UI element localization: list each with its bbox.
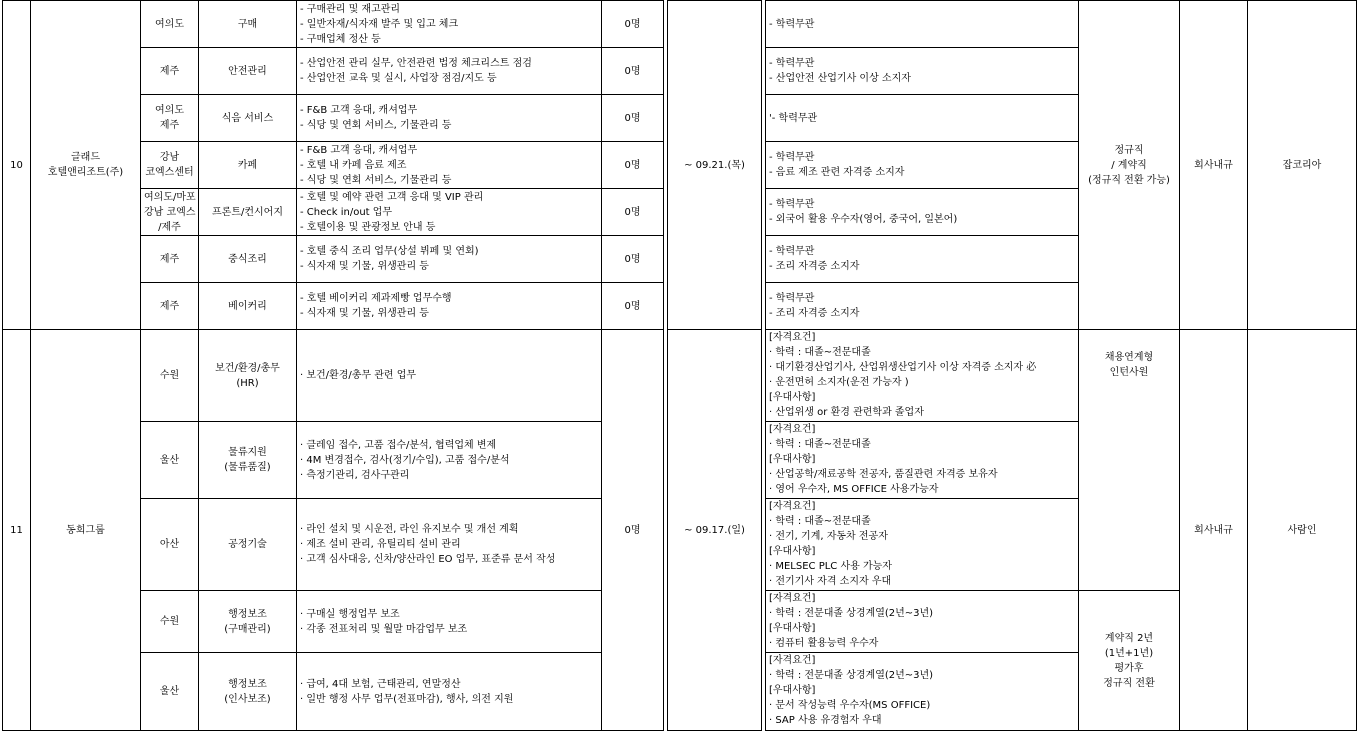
requirements-line: · 학력 : 전문대졸 상경계열(2년~3년) xyxy=(769,608,934,619)
employment-type xyxy=(1079,591,1180,731)
work-location xyxy=(141,1,199,48)
job-title xyxy=(199,95,297,142)
job-duties-line: - 구매관리 및 재고관리 xyxy=(300,3,401,15)
job-duties-line: - 호텔 및 예약 관련 고객 응대 및 VIP 관리 xyxy=(300,191,484,203)
job-title xyxy=(199,142,297,189)
job-title xyxy=(199,591,297,653)
employment-type-line: (1년+1년) xyxy=(1104,647,1154,659)
company-name-line: 글래드 xyxy=(71,152,100,163)
job-duties-line: · 고객 심사대응, 신차/양산라인 EO 업무, 표준류 문서 작성 xyxy=(300,554,556,565)
work-location-line: 아산 xyxy=(159,539,180,550)
work-location-line: 코엑스센터 xyxy=(145,167,194,178)
requirements-line: · 산업위생 or 환경 관련학과 졸업자 xyxy=(769,407,924,418)
job-duties xyxy=(297,591,602,653)
work-location xyxy=(141,591,199,653)
requirements-line: · 산업공학/재료공학 전공자, 품질관련 자격증 보유자 xyxy=(769,469,998,480)
requirements-line: '- 학력무관 xyxy=(769,112,818,124)
requirements xyxy=(766,236,1079,283)
employment-type xyxy=(1079,330,1180,591)
requirements-line: [자격요건] xyxy=(769,332,816,343)
job-title xyxy=(199,330,297,422)
job-duties-line: - Check in/out 업무 xyxy=(300,206,393,218)
work-location-line: 제주 xyxy=(159,300,180,312)
job-duties-line: · 4M 변경접수, 검사(정기/수입), 고품 접수/분석 xyxy=(300,454,510,466)
job-title xyxy=(199,236,297,283)
job-title-line: 안전관리 xyxy=(228,65,267,77)
requirements-line: · 대기환경산업기사, 산업위생산업기사 이상 자격증 소지자 必 xyxy=(769,362,1037,373)
deadline: ~ 09.21.(목) xyxy=(668,1,762,330)
requirements xyxy=(766,422,1079,499)
job-title-line: 보건/환경/총무 xyxy=(215,362,280,374)
work-location xyxy=(141,283,199,330)
job-title-line: (물류품질) xyxy=(224,462,271,473)
work-location xyxy=(141,189,199,236)
job-duties-line: - 일반자재/식자재 발주 및 입고 체크 xyxy=(300,18,459,30)
employment-type-line: (정규직 전환 가능) xyxy=(1088,174,1170,186)
job-title xyxy=(199,1,297,48)
work-location-line: 울산 xyxy=(159,686,180,697)
job-title-line: 프론트/컨시어지 xyxy=(212,206,283,218)
work-location-line: 여의도/마포 xyxy=(144,191,196,203)
requirements-line: - 음료 제조 관련 자격증 소지자 xyxy=(769,167,905,178)
work-location xyxy=(141,422,199,499)
headcount: 0명 xyxy=(602,189,664,236)
requirements xyxy=(766,499,1079,591)
company-name-line: 호텔앤리조트(주) xyxy=(47,167,124,178)
requirements-line: - 외국어 활용 우수자(영어, 중국어, 일본어) xyxy=(769,214,958,225)
salary: 회사내규 xyxy=(1180,1,1248,330)
requirements xyxy=(766,330,1079,422)
requirements xyxy=(766,591,1079,653)
requirements-line: · 운전면허 소지자(운전 가능자 ) xyxy=(769,377,909,388)
job-duties-line: - 호텔 내 카페 음료 제조 xyxy=(300,159,407,171)
headcount: 0명 xyxy=(602,1,664,48)
job-duties-line: - 식당 및 연회 서비스, 기물관리 등 xyxy=(300,174,452,186)
job-duties xyxy=(297,1,602,48)
requirements-line: · 컴퓨터 활용능력 우수자 xyxy=(769,638,879,649)
requirements-line: · 학력 : 전문대졸 상경계열(2년~3년) xyxy=(769,670,934,681)
work-location-line: 울산 xyxy=(159,454,180,466)
job-duties xyxy=(297,236,602,283)
company-number: 11 xyxy=(3,330,31,731)
job-title-line: 공정기술 xyxy=(228,539,267,550)
job-duties xyxy=(297,95,602,142)
job-duties-line: - 호텔 베이커리 제과제빵 업무수행 xyxy=(300,293,452,304)
work-location xyxy=(141,330,199,422)
job-duties-line: - 산업안전 교육 및 실시, 사업장 점검/지도 등 xyxy=(300,73,497,84)
employment-type xyxy=(1079,1,1180,330)
job-title-line: 행정보조 xyxy=(228,608,267,620)
job-title-line: 식음 서비스 xyxy=(221,112,274,124)
job-duties-line: · 라인 설치 및 시운전, 라인 유지보수 및 개선 계획 xyxy=(300,524,519,535)
requirements-line: - 학력무관 xyxy=(769,293,815,304)
job-title-line: (HR) xyxy=(236,377,259,389)
job-title-line: (인사보조) xyxy=(224,693,271,705)
requirements-line: - 조리 자격증 소지자 xyxy=(769,261,860,272)
company-name-line: 동희그룹 xyxy=(66,524,105,536)
job-title xyxy=(199,653,297,731)
requirements xyxy=(766,283,1079,330)
requirements-line: · 학력 : 대졸~전문대졸 xyxy=(769,516,871,527)
requirements-line: · 학력 : 대졸~전문대졸 xyxy=(769,439,871,450)
job-posting-table xyxy=(2,0,1357,731)
requirements-line: · 문서 작성능력 우수자(MS OFFICE) xyxy=(769,700,931,711)
job-duties xyxy=(297,189,602,236)
job-duties-line: · 구매실 행정업무 보조 xyxy=(300,608,400,620)
work-location-line: 제주 xyxy=(159,65,180,77)
requirements-line: · SAP 사용 유경험자 우대 xyxy=(769,715,882,726)
job-duties-line: - 호텔이용 및 관광정보 안내 등 xyxy=(300,221,436,233)
job-duties-line: - 식당 및 연회 서비스, 기물관리 등 xyxy=(300,120,452,131)
employment-type-line: / 계약직 xyxy=(1111,159,1147,171)
requirements-line: [우대사항] xyxy=(769,546,816,557)
requirements-line: [자격요건] xyxy=(769,424,816,435)
requirements xyxy=(766,1,1079,48)
job-duties-line: · 각종 전표처리 및 월말 마감업무 보조 xyxy=(300,623,468,635)
job-title-line: 물류지원 xyxy=(228,447,267,458)
job-duties-line: - 구매업체 정산 등 xyxy=(300,33,381,45)
work-location xyxy=(141,48,199,95)
job-duties-line: · 측정기관리, 검사구관리 xyxy=(300,469,410,481)
requirements-line: - 학력무관 xyxy=(769,18,815,30)
requirements-line: [우대사항] xyxy=(769,685,816,696)
requirements-line: [자격요건] xyxy=(769,501,816,512)
salary: 회사내규 xyxy=(1180,330,1248,731)
headcount: 0명 xyxy=(602,330,664,731)
headcount: 0명 xyxy=(602,95,664,142)
job-duties-line: · 일반 행정 사무 업무(전표마감), 행사, 의전 지원 xyxy=(300,693,514,705)
job-duties-line: · 급여, 4대 보험, 근태관리, 연말정산 xyxy=(300,678,461,690)
job-title xyxy=(199,48,297,95)
requirements-line: - 산업안전 산업기사 이상 소지자 xyxy=(769,73,911,84)
requirements-line: · 전기기사 자격 소지자 우대 xyxy=(769,576,892,587)
job-title-line: 카페 xyxy=(237,159,258,171)
table-row xyxy=(3,330,1357,422)
work-location-line: 여의도 xyxy=(155,105,184,116)
employment-type-line: 채용연계형 xyxy=(1104,352,1154,363)
requirements-line: - 학력무관 xyxy=(769,58,815,69)
requirements-line: - 학력무관 xyxy=(769,246,815,257)
work-location-line: 강남 xyxy=(159,152,180,163)
job-duties-line: - 식자재 및 기물, 위생관리 등 xyxy=(300,308,429,319)
employment-type-line: 인턴사원 xyxy=(1109,367,1149,378)
job-duties-line: · 클레임 접수, 고품 접수/분석, 협력업체 변제 xyxy=(300,439,497,451)
requirements-line: - 학력무관 xyxy=(769,152,815,163)
requirements xyxy=(766,653,1079,731)
work-location xyxy=(141,653,199,731)
table-body xyxy=(3,1,1357,731)
job-duties xyxy=(297,48,602,95)
job-title-line: 구매 xyxy=(237,18,258,30)
recruit-channel: 사람인 xyxy=(1248,330,1357,731)
requirements-line: · 학력 : 대졸~전문대졸 xyxy=(769,347,871,358)
job-duties-line: - 호텔 중식 조리 업무(상설 뷔페 및 연회) xyxy=(300,246,479,257)
requirements-line: - 학력무관 xyxy=(769,199,815,210)
job-duties xyxy=(297,142,602,189)
work-location-line: 수원 xyxy=(159,616,180,627)
deadline: ~ 09.17.(일) xyxy=(668,330,762,731)
employment-type-line: 평가후 xyxy=(1114,662,1144,674)
job-title-line: 중식조리 xyxy=(228,253,267,265)
requirements-line: · 전기, 기계, 자동차 전공자 xyxy=(769,531,888,542)
job-duties-line: - F&B 고객 응대, 캐셔업무 xyxy=(300,144,418,156)
job-duties xyxy=(297,330,602,422)
job-duties-line: · 보건/환경/총무 관련 업무 xyxy=(300,370,417,381)
job-duties-line: - 식자재 및 기물, 위생관리 등 xyxy=(300,261,429,272)
headcount: 0명 xyxy=(602,142,664,189)
job-duties-line: · 제조 설비 관리, 유틸리티 설비 관리 xyxy=(300,539,461,550)
headcount: 0명 xyxy=(602,283,664,330)
company-number: 10 xyxy=(3,1,31,330)
requirements-line: · 영어 우수자, MS OFFICE 사용가능자 xyxy=(769,484,939,495)
requirements-line: · MELSEC PLC 사용 가능자 xyxy=(769,561,892,572)
recruit-channel: 잡코리아 xyxy=(1248,1,1357,330)
job-duties xyxy=(297,422,602,499)
table-row xyxy=(3,1,1357,48)
employment-type-line: 정규직 전환 xyxy=(1103,677,1155,689)
requirements-line: [우대사항] xyxy=(769,392,816,403)
work-location-line: 제주 xyxy=(159,120,180,131)
job-title-line: 행정보조 xyxy=(228,678,267,690)
job-title xyxy=(199,189,297,236)
requirements-line: [자격요건] xyxy=(769,593,816,604)
requirements-line: [우대사항] xyxy=(769,454,816,465)
job-duties xyxy=(297,653,602,731)
requirements-line: [우대사항] xyxy=(769,623,816,634)
job-duties-line: - 산업안전 관리 실무, 안전관련 법정 체크리스트 점검 xyxy=(300,58,532,69)
employment-type-line: 정규직 xyxy=(1114,144,1144,156)
headcount: 0명 xyxy=(602,48,664,95)
company-name xyxy=(31,1,141,330)
headcount: 0명 xyxy=(602,236,664,283)
work-location-line: 여의도 xyxy=(155,18,184,30)
job-duties xyxy=(297,283,602,330)
requirements xyxy=(766,95,1079,142)
job-duties-line: - F&B 고객 응대, 캐셔업무 xyxy=(300,105,418,116)
job-title-line: 베이커리 xyxy=(228,300,267,312)
work-location xyxy=(141,95,199,142)
job-title xyxy=(199,283,297,330)
work-location xyxy=(141,142,199,189)
employment-type-line: 계약직 2년 xyxy=(1104,632,1154,644)
company-name xyxy=(31,330,141,731)
work-location-line: 강남 코엑스 xyxy=(144,206,196,218)
work-location xyxy=(141,499,199,591)
requirements xyxy=(766,189,1079,236)
job-duties xyxy=(297,499,602,591)
requirements-line: [자격요건] xyxy=(769,655,816,666)
job-title xyxy=(199,422,297,499)
requirements xyxy=(766,142,1079,189)
work-location xyxy=(141,236,199,283)
requirements xyxy=(766,48,1079,95)
job-title-line: (구매관리) xyxy=(224,623,271,635)
requirements-line: - 조리 자격증 소지자 xyxy=(769,308,860,319)
work-location-line: /제주 xyxy=(158,221,181,233)
work-location-line: 제주 xyxy=(159,253,180,265)
work-location-line: 수원 xyxy=(159,370,180,381)
job-title xyxy=(199,499,297,591)
